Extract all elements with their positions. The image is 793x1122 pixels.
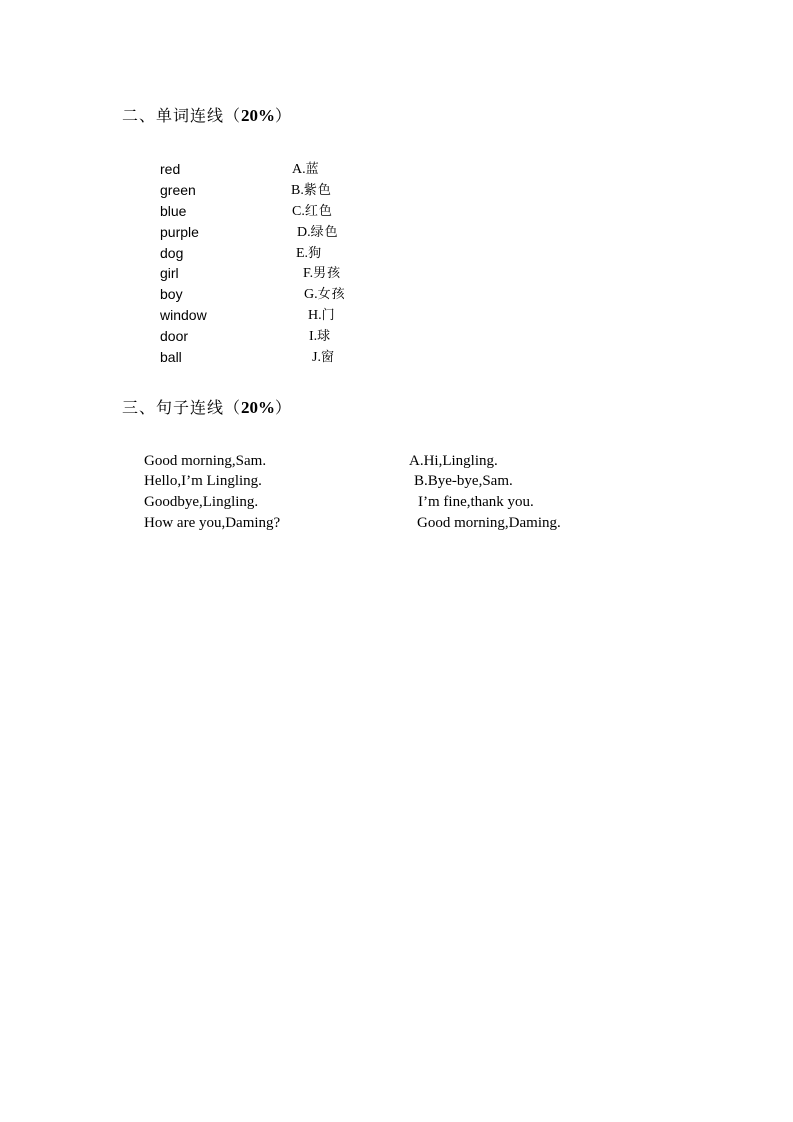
section-heading-words <box>122 106 292 126</box>
question-sentence: Goodbye,Lingling. <box>144 494 259 510</box>
option-letter: G. <box>304 287 318 302</box>
option-letter: H. <box>308 308 322 323</box>
section-title-close: ） <box>275 398 293 417</box>
section-heading-sentences <box>122 398 292 418</box>
option-letter: D. <box>297 225 311 240</box>
option-letter: B. <box>291 183 304 198</box>
option-letter: F. <box>303 266 314 281</box>
section-percent: 20% <box>241 398 276 417</box>
english-word: dog <box>160 245 184 261</box>
answer-sentence: B.Bye-bye,Sam. <box>414 473 513 489</box>
chinese-option <box>292 159 320 180</box>
option-letter: J. <box>312 350 321 365</box>
english-word: girl <box>160 265 179 281</box>
english-word: boy <box>160 286 183 302</box>
section-title-close: ） <box>275 106 293 125</box>
english-word: door <box>160 328 189 344</box>
question-sentence: Hello,I’m Lingling. <box>144 473 262 489</box>
option-meaning: 男孩 <box>313 266 342 281</box>
option-meaning: 门 <box>321 308 336 323</box>
answer-sentence: Good morning,Daming. <box>417 515 561 531</box>
chinese-option <box>308 305 336 326</box>
chinese-option <box>312 347 335 368</box>
english-word: red <box>160 161 181 177</box>
section-title: 二、单词连线（ <box>122 106 242 125</box>
english-word: green <box>160 182 196 198</box>
option-meaning: 窗 <box>320 350 335 365</box>
english-word: purple <box>160 224 199 240</box>
option-meaning: 红色 <box>304 204 333 219</box>
english-word: blue <box>160 203 187 219</box>
chinese-option <box>292 201 333 222</box>
english-word: ball <box>160 349 182 365</box>
chinese-option <box>304 284 346 305</box>
question-sentence: Good morning,Sam. <box>144 453 267 469</box>
option-meaning: 狗 <box>308 246 323 261</box>
chinese-option <box>291 180 332 201</box>
option-letter: A. <box>292 162 306 177</box>
chinese-option <box>309 326 331 347</box>
option-meaning: 球 <box>317 329 332 344</box>
option-meaning: 绿色 <box>310 225 339 240</box>
english-word: window <box>160 307 207 323</box>
answer-sentence: I’m fine,thank you. <box>418 494 534 510</box>
answer-sentence: A.Hi,Lingling. <box>409 453 498 469</box>
chinese-option <box>297 222 339 243</box>
option-meaning: 女孩 <box>317 287 346 302</box>
section-title: 三、句子连线（ <box>122 398 242 417</box>
option-meaning: 蓝 <box>305 162 320 177</box>
option-letter: E. <box>296 246 309 261</box>
option-meaning: 紫色 <box>303 183 332 198</box>
chinese-option <box>303 263 341 284</box>
section-percent: 20% <box>241 106 276 125</box>
option-letter: C. <box>292 204 305 219</box>
chinese-option <box>296 243 322 264</box>
option-letter: I. <box>309 329 318 344</box>
question-sentence: How are you,Daming? <box>144 515 281 531</box>
